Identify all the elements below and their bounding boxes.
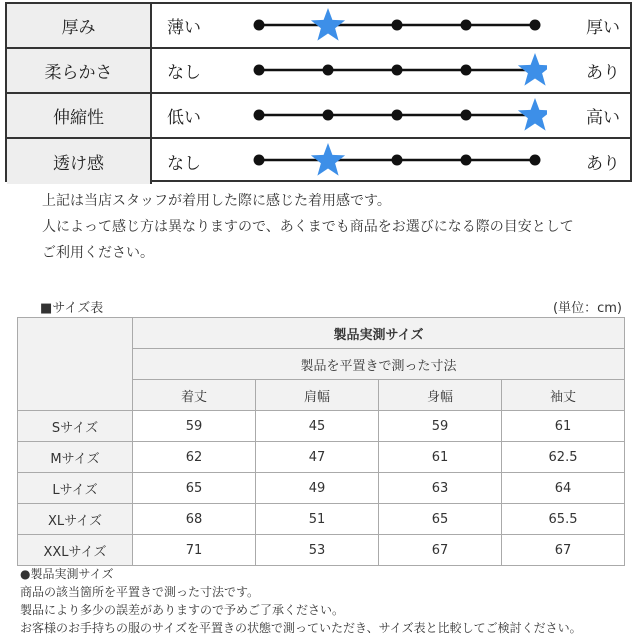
table-row <box>18 535 625 566</box>
table-row <box>18 504 625 535</box>
scale-dot <box>392 65 403 76</box>
feel-high-label: 高い <box>586 108 620 128</box>
feel-low-label: なし <box>167 63 201 83</box>
scale-dot <box>392 110 403 121</box>
column-header: 身幅 <box>379 380 502 411</box>
level-star-icon <box>311 8 345 41</box>
scale-dot <box>530 20 541 31</box>
cell: 45 <box>256 411 379 442</box>
feel-row-softness <box>7 49 630 94</box>
cell: 59 <box>133 411 256 442</box>
cell: 65.5 <box>502 504 625 535</box>
size-name: XLサイズ <box>18 504 133 535</box>
feel-label: 柔らかさ <box>7 49 152 92</box>
size-name: XXLサイズ <box>18 535 133 566</box>
table-row <box>18 442 625 473</box>
feel-row-thickness <box>7 4 630 49</box>
cell: 71 <box>133 535 256 566</box>
size-table-unit: (単位：cm) <box>553 301 622 316</box>
footnote-line: 製品により多少の誤差がありますので予めご了承ください。 <box>20 603 345 617</box>
note-line: 人によって感じ方は異なりますので、あくまでも商品をお選びになる際の目安として <box>42 219 574 235</box>
scale-dot <box>461 65 472 76</box>
feel-high-label: あり <box>586 63 620 83</box>
size-name: Lサイズ <box>18 473 133 504</box>
feel-high-label: 厚い <box>586 18 620 38</box>
cell: 63 <box>379 473 502 504</box>
footnote-line: 商品の該当箇所を平置きで測った寸法です。 <box>20 585 260 599</box>
footnote-line: ●製品実測サイズ <box>20 567 114 581</box>
feel-row-stretch <box>7 94 630 139</box>
scale-dot <box>323 65 334 76</box>
size-table <box>17 317 625 566</box>
cell: 68 <box>133 504 256 535</box>
feel-label: 厚み <box>7 4 152 47</box>
scale-dot <box>254 155 265 166</box>
feel-scale <box>247 139 547 180</box>
cell: 49 <box>256 473 379 504</box>
table-corner <box>18 318 133 411</box>
note-line: 上記は当店スタッフが着用した際に感じた着用感です。 <box>42 193 391 209</box>
feel-low-label: 薄い <box>167 18 201 38</box>
column-header: 袖丈 <box>502 380 625 411</box>
size-name: Sサイズ <box>18 411 133 442</box>
cell: 67 <box>502 535 625 566</box>
group-header: 製品実測サイズ <box>133 318 625 349</box>
scale-dot <box>254 65 265 76</box>
size-name: Mサイズ <box>18 442 133 473</box>
cell: 65 <box>379 504 502 535</box>
scale-dot <box>392 20 403 31</box>
feel-scale <box>247 49 547 90</box>
cell: 67 <box>379 535 502 566</box>
feel-high-label: あり <box>586 154 620 174</box>
scale-dot <box>461 20 472 31</box>
feel-label: 伸縮性 <box>7 94 152 137</box>
scale-dot <box>254 110 265 121</box>
cell: 62.5 <box>502 442 625 473</box>
scale-dot <box>461 155 472 166</box>
level-star-icon <box>311 143 345 176</box>
scale-dot <box>392 155 403 166</box>
cell: 64 <box>502 473 625 504</box>
cell: 51 <box>256 504 379 535</box>
cell: 65 <box>133 473 256 504</box>
cell: 59 <box>379 411 502 442</box>
column-header: 肩幅 <box>256 380 379 411</box>
cell: 53 <box>256 535 379 566</box>
feel-label: 透け感 <box>7 139 152 184</box>
feel-table <box>5 2 632 182</box>
table-row <box>18 473 625 504</box>
column-header: 着丈 <box>133 380 256 411</box>
cell: 61 <box>502 411 625 442</box>
table-row <box>18 411 625 442</box>
feel-scale <box>247 4 547 45</box>
measure-method: 製品を平置きで測った寸法 <box>133 349 625 380</box>
size-table-title: ■サイズ表 <box>40 301 104 316</box>
cell: 61 <box>379 442 502 473</box>
cell: 47 <box>256 442 379 473</box>
scale-dot <box>530 155 541 166</box>
feel-row-sheerness <box>7 139 630 184</box>
feel-low-label: 低い <box>167 108 201 128</box>
feel-scale <box>247 94 547 135</box>
scale-dot <box>254 20 265 31</box>
footnote-line: お客様のお手持ちの服のサイズを平置きの状態で測っていただき、サイズ表と比較してご検討ください。 <box>20 621 582 635</box>
feel-low-label: なし <box>167 154 201 174</box>
scale-dot <box>323 110 334 121</box>
note-line: ご利用ください。 <box>42 245 154 261</box>
cell: 62 <box>133 442 256 473</box>
scale-dot <box>461 110 472 121</box>
